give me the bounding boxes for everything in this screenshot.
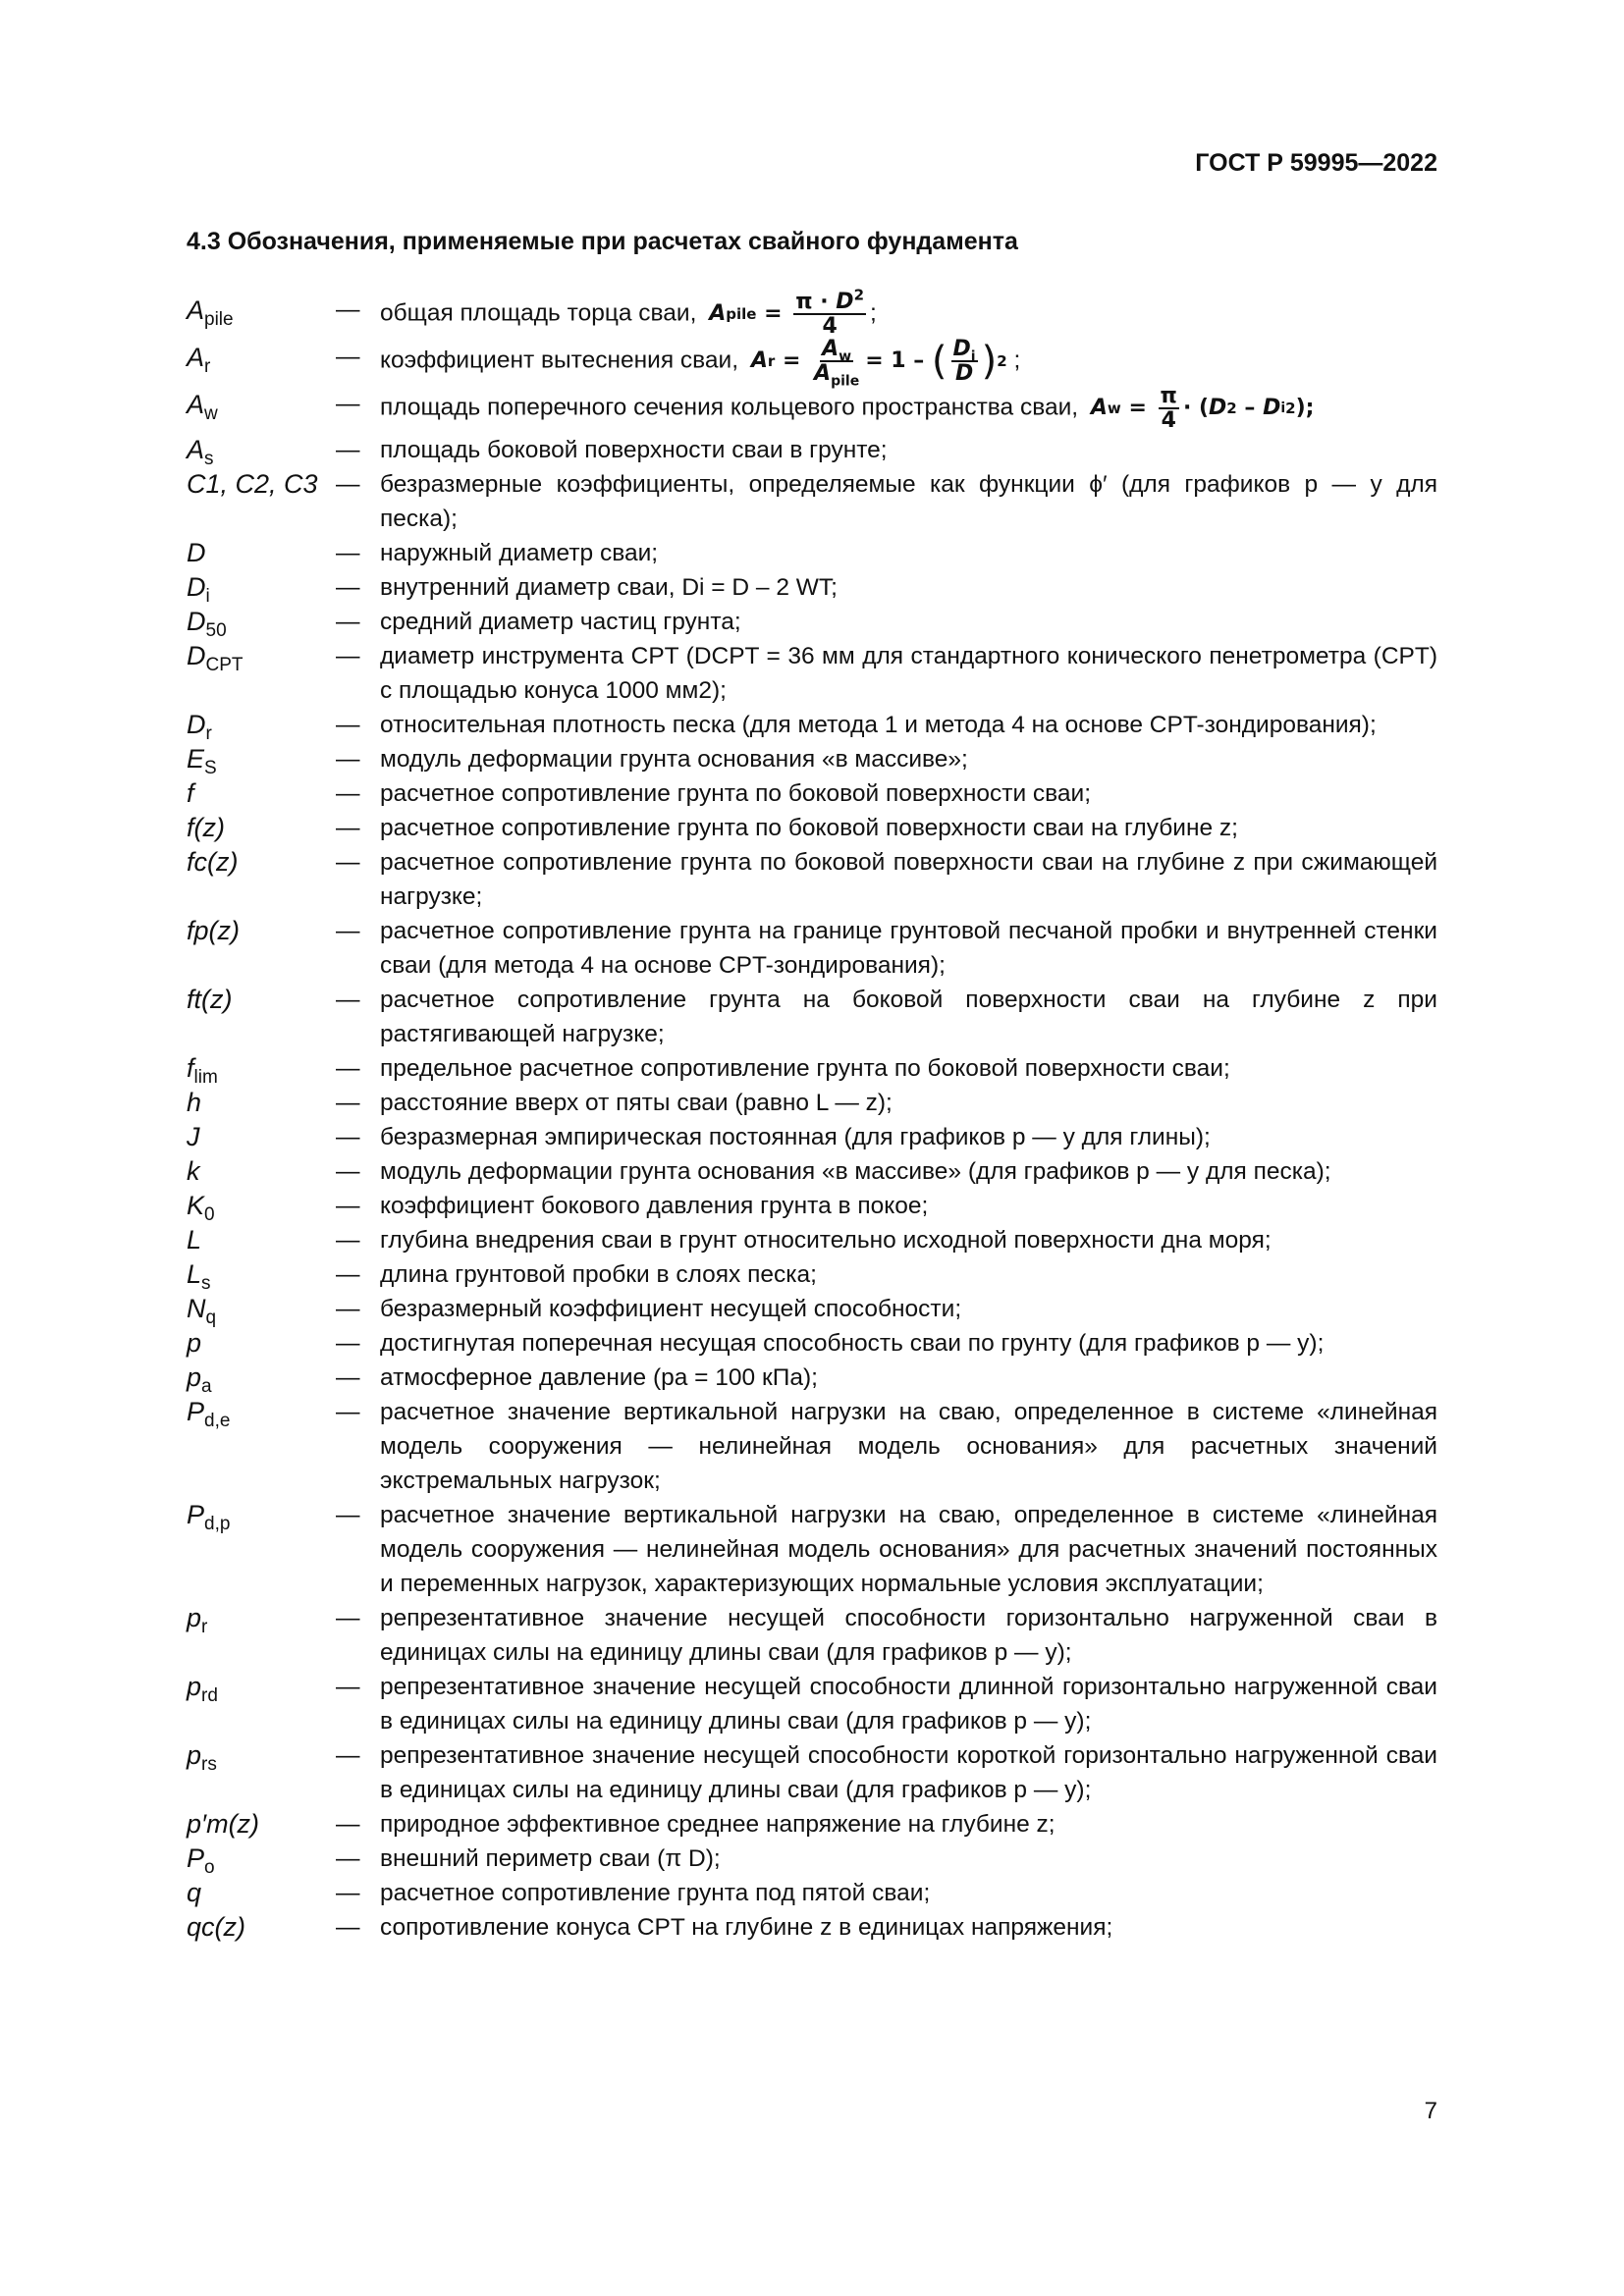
description: общая площадь торца сваи, A pile = $\frac{\pi \cdot D^2}{4}$ ;: [380, 286, 877, 340]
dash: —: [336, 344, 360, 371]
definition-row: [187, 639, 1437, 708]
description: расчетное сопротивление грунта под пятой сваи;: [380, 1879, 931, 1906]
section-title: 4.3 Обозначения, применяемые при расчетах свайного фундамента: [187, 228, 1018, 255]
definition-row: [187, 286, 1437, 340]
dash: —: [336, 779, 360, 807]
definition-row: [187, 914, 1437, 983]
symbol: $A_r$: [187, 343, 211, 378]
symbol: ft(z): [187, 984, 233, 1014]
description: коэффициент вытеснения сваи, A r = $\frac{A_w}{A_{pile}}$ = 1 – ( $\frac{D_i}{D}$ ) 2 ;: [380, 337, 1021, 390]
symbol: L: [187, 1224, 202, 1255]
definition-row: [187, 1842, 1437, 1876]
definition-row: [187, 337, 1437, 390]
dash: —: [336, 1604, 360, 1631]
dash: —: [336, 1260, 360, 1288]
dash: —: [336, 1741, 360, 1769]
dash: —: [336, 917, 360, 944]
description: длина грунтовой пробки в слоях песка;: [380, 1260, 817, 1288]
symbol: $N_q$: [187, 1293, 217, 1328]
definition-row: [187, 1395, 1437, 1498]
description: расчетное значение вертикальной нагрузки на сваю, определенное в системе «линейная модель сооружения — нелинейная модель основания» для расчетных значений экстремальных нагрузок;: [380, 1398, 1437, 1494]
description: расчетное сопротивление грунта на границе грунтовой песчаной пробки и внутренней стенки сваи (для метода 4 на основе CPT-зондирования);: [380, 917, 1437, 979]
formula-a-r: A r = $\frac{A_w}{A_{pile}}$ = 1 – ( $\frac{D_i}{D}$ ) 2: [750, 337, 1007, 390]
dash: —: [336, 642, 360, 669]
symbol: $D_{CPT}$: [187, 640, 244, 675]
dash: —: [336, 539, 360, 566]
description: расстояние вверх от пяты сваи (равно L — z);: [380, 1089, 893, 1116]
definition-row: [187, 983, 1437, 1051]
description: атмосферное давление (pa = 100 кПа);: [380, 1363, 818, 1391]
dash: —: [336, 436, 360, 463]
dash: —: [336, 391, 360, 418]
dash: —: [336, 1673, 360, 1700]
symbol: $L_s$: [187, 1258, 211, 1294]
description: природное эффективное среднее напряжение на глубине z;: [380, 1810, 1056, 1838]
description: репрезентативное значение несущей способности горизонтально нагруженной сваи в единицах силы на единицу длины сваи (для графиков p — y);: [380, 1604, 1437, 1666]
description: диаметр инструмента CPT (DCPT = 36 мм для стандартного конического пенетрометра (CPT) с площадью конуса 1000 мм2);: [380, 642, 1437, 704]
dash: —: [336, 1295, 360, 1322]
definition-row: [187, 467, 1437, 536]
description: площадь боковой поверхности сваи в грунте;: [380, 436, 888, 463]
symbol: $p_{rs}$: [187, 1739, 217, 1775]
symbol: fc(z): [187, 846, 239, 877]
symbol: $p_r$: [187, 1602, 208, 1637]
definition-row: [187, 570, 1437, 605]
definition-row: [187, 1051, 1437, 1086]
dash: —: [336, 1363, 360, 1391]
description: расчетное сопротивление грунта на боковой поверхности сваи на глубине z при растягивающей нагрузке;: [380, 986, 1437, 1047]
definition-row: [187, 1361, 1437, 1395]
dash: —: [336, 1054, 360, 1082]
definition-row: [187, 1910, 1437, 1945]
formula-a-pile: A pile = $\frac{\pi \cdot D^2}{4}$: [709, 286, 864, 340]
symbol: p: [187, 1327, 202, 1358]
symbol: $A_s$: [187, 434, 214, 469]
page-number: 7: [1424, 2098, 1437, 2124]
description: предельное расчетное сопротивление грунта по боковой поверхности сваи;: [380, 1054, 1230, 1082]
dash: —: [336, 986, 360, 1013]
dash: —: [336, 1501, 360, 1528]
symbol: $p_{rd}$: [187, 1671, 218, 1706]
description: средний диаметр частиц грунта;: [380, 608, 741, 635]
definition-row: [187, 742, 1437, 776]
dash: —: [336, 711, 360, 738]
description: сопротивление конуса CPT на глубине z в единицах напряжения;: [380, 1913, 1113, 1941]
symbol: $D_r$: [187, 709, 212, 744]
dash: —: [336, 1123, 360, 1150]
symbol: $A_w$: [187, 390, 218, 425]
symbol: fp(z): [187, 915, 240, 945]
definition-row: [187, 1223, 1437, 1257]
symbol: J: [187, 1121, 200, 1151]
symbol: $P_{d,p}$: [187, 1499, 231, 1534]
dash: —: [336, 573, 360, 601]
symbol: $E_S$: [187, 743, 217, 778]
symbol: $A_{pile}$: [187, 295, 234, 330]
description: внутренний диаметр сваи, Di = D – 2 WT;: [380, 573, 838, 601]
dash: —: [336, 1157, 360, 1185]
definition-row: [187, 1738, 1437, 1807]
definition-row: [187, 845, 1437, 914]
symbol: q: [187, 1877, 202, 1907]
symbol: h: [187, 1087, 202, 1117]
definition-row: [187, 1154, 1437, 1189]
dash: —: [336, 1329, 360, 1357]
description: модуль деформации грунта основания «в массиве»;: [380, 745, 968, 773]
description: площадь поперечного сечения кольцевого пространства сваи, A w = $\frac{\pi}{4}$ · ( D 2 – D i 2 );: [380, 384, 1315, 434]
dash: —: [336, 1844, 360, 1872]
symbol: $K_0$: [187, 1190, 215, 1225]
symbol: f: [187, 777, 194, 808]
description: безразмерный коэффициент несущей способности;: [380, 1295, 962, 1322]
description: расчетное значение вертикальной нагрузки на сваю, определенное в системе «линейная модель сооружения — нелинейная модель основания» для расчетных значений постоянных и переменных нагрузок, характеризующих нормальные условия эксплуатации;: [380, 1501, 1437, 1597]
description: репрезентативное значение несущей способности короткой горизонтально нагруженной сваи в единицах силы на единицу длины сваи (для графиков p — y);: [380, 1741, 1437, 1803]
symbol: k: [187, 1155, 200, 1186]
definition-row: [187, 1292, 1437, 1326]
description: расчетное сопротивление грунта по боковой поверхности сваи на глубине z;: [380, 814, 1238, 841]
definition-row: [187, 1257, 1437, 1292]
dash: —: [336, 814, 360, 841]
definition-row: [187, 1326, 1437, 1361]
description: безразмерная эмпирическая постоянная (для графиков p — y для глины);: [380, 1123, 1211, 1150]
dash: —: [336, 1810, 360, 1838]
description: глубина внедрения сваи в грунт относительно исходной поверхности дна моря;: [380, 1226, 1272, 1254]
symbol: $D_i$: [187, 571, 210, 607]
dash: —: [336, 1879, 360, 1906]
definition-row: [187, 536, 1437, 570]
definition-row: [187, 811, 1437, 845]
formula-a-w: A w = $\frac{\pi}{4}$ · ( D 2 – D i 2 );: [1090, 384, 1315, 434]
definition-row: [187, 776, 1437, 811]
dash: —: [336, 1398, 360, 1425]
dash: —: [336, 1192, 360, 1219]
description: расчетное сопротивление грунта по боковой поверхности сваи на глубине z при сжимающей нагрузке;: [380, 848, 1437, 910]
definition-row: [187, 605, 1437, 639]
description: расчетное сопротивление грунта по боковой поверхности сваи;: [380, 779, 1092, 807]
definition-row: [187, 433, 1437, 467]
definition-row: [187, 1498, 1437, 1601]
description: внешний периметр сваи (π D);: [380, 1844, 721, 1872]
dash: —: [336, 296, 360, 323]
description: репрезентативное значение несущей способности длинной горизонтально нагруженной сваи в единицах силы на единицу длины сваи (для графиков p — y);: [380, 1673, 1437, 1735]
description: коэффициент бокового давления грунта в покое;: [380, 1192, 929, 1219]
definition-row: [187, 1086, 1437, 1120]
dash: —: [336, 608, 360, 635]
dash: —: [336, 1089, 360, 1116]
definition-row: [187, 1670, 1437, 1738]
definition-row: [187, 1807, 1437, 1842]
dash: —: [336, 848, 360, 876]
dash: —: [336, 1226, 360, 1254]
definition-row: [187, 708, 1437, 742]
dash: —: [336, 470, 360, 498]
definition-row: [187, 1120, 1437, 1154]
symbol: $p_a$: [187, 1362, 212, 1397]
description: относительная плотность песка (для метода 1 и метода 4 на основе CPT-зондирования);: [380, 711, 1377, 738]
description: наружный диаметр сваи;: [380, 539, 659, 566]
description: достигнутая поперечная несущая способность сваи по грунту (для графиков p — y);: [380, 1329, 1325, 1357]
description: безразмерные коэффициенты, определяемые как функции ϕ′ (для графиков p — y для песка);: [380, 470, 1437, 532]
symbol: C1, C2, C3: [187, 468, 318, 499]
dash: —: [336, 745, 360, 773]
symbol: p′m(z): [187, 1808, 260, 1839]
definition-row: [187, 1189, 1437, 1223]
description: модуль деформации грунта основания «в массиве» (для графиков p — y для песка);: [380, 1157, 1331, 1185]
symbol: $D_{50}$: [187, 606, 227, 641]
definition-row: [187, 385, 1437, 432]
symbol: qc(z): [187, 1911, 245, 1942]
symbol: $P_{d,e}$: [187, 1396, 231, 1431]
page-header: ГОСТ Р 59995—2022: [1195, 149, 1437, 177]
symbol: D: [187, 537, 206, 567]
dash: —: [336, 1913, 360, 1941]
symbol: f(z): [187, 812, 225, 842]
definitions-list: [187, 286, 1437, 1945]
definition-row: [187, 1601, 1437, 1670]
symbol: $f_{lim}$: [187, 1052, 218, 1088]
definition-row: [187, 1876, 1437, 1910]
symbol: $P_o$: [187, 1842, 215, 1878]
